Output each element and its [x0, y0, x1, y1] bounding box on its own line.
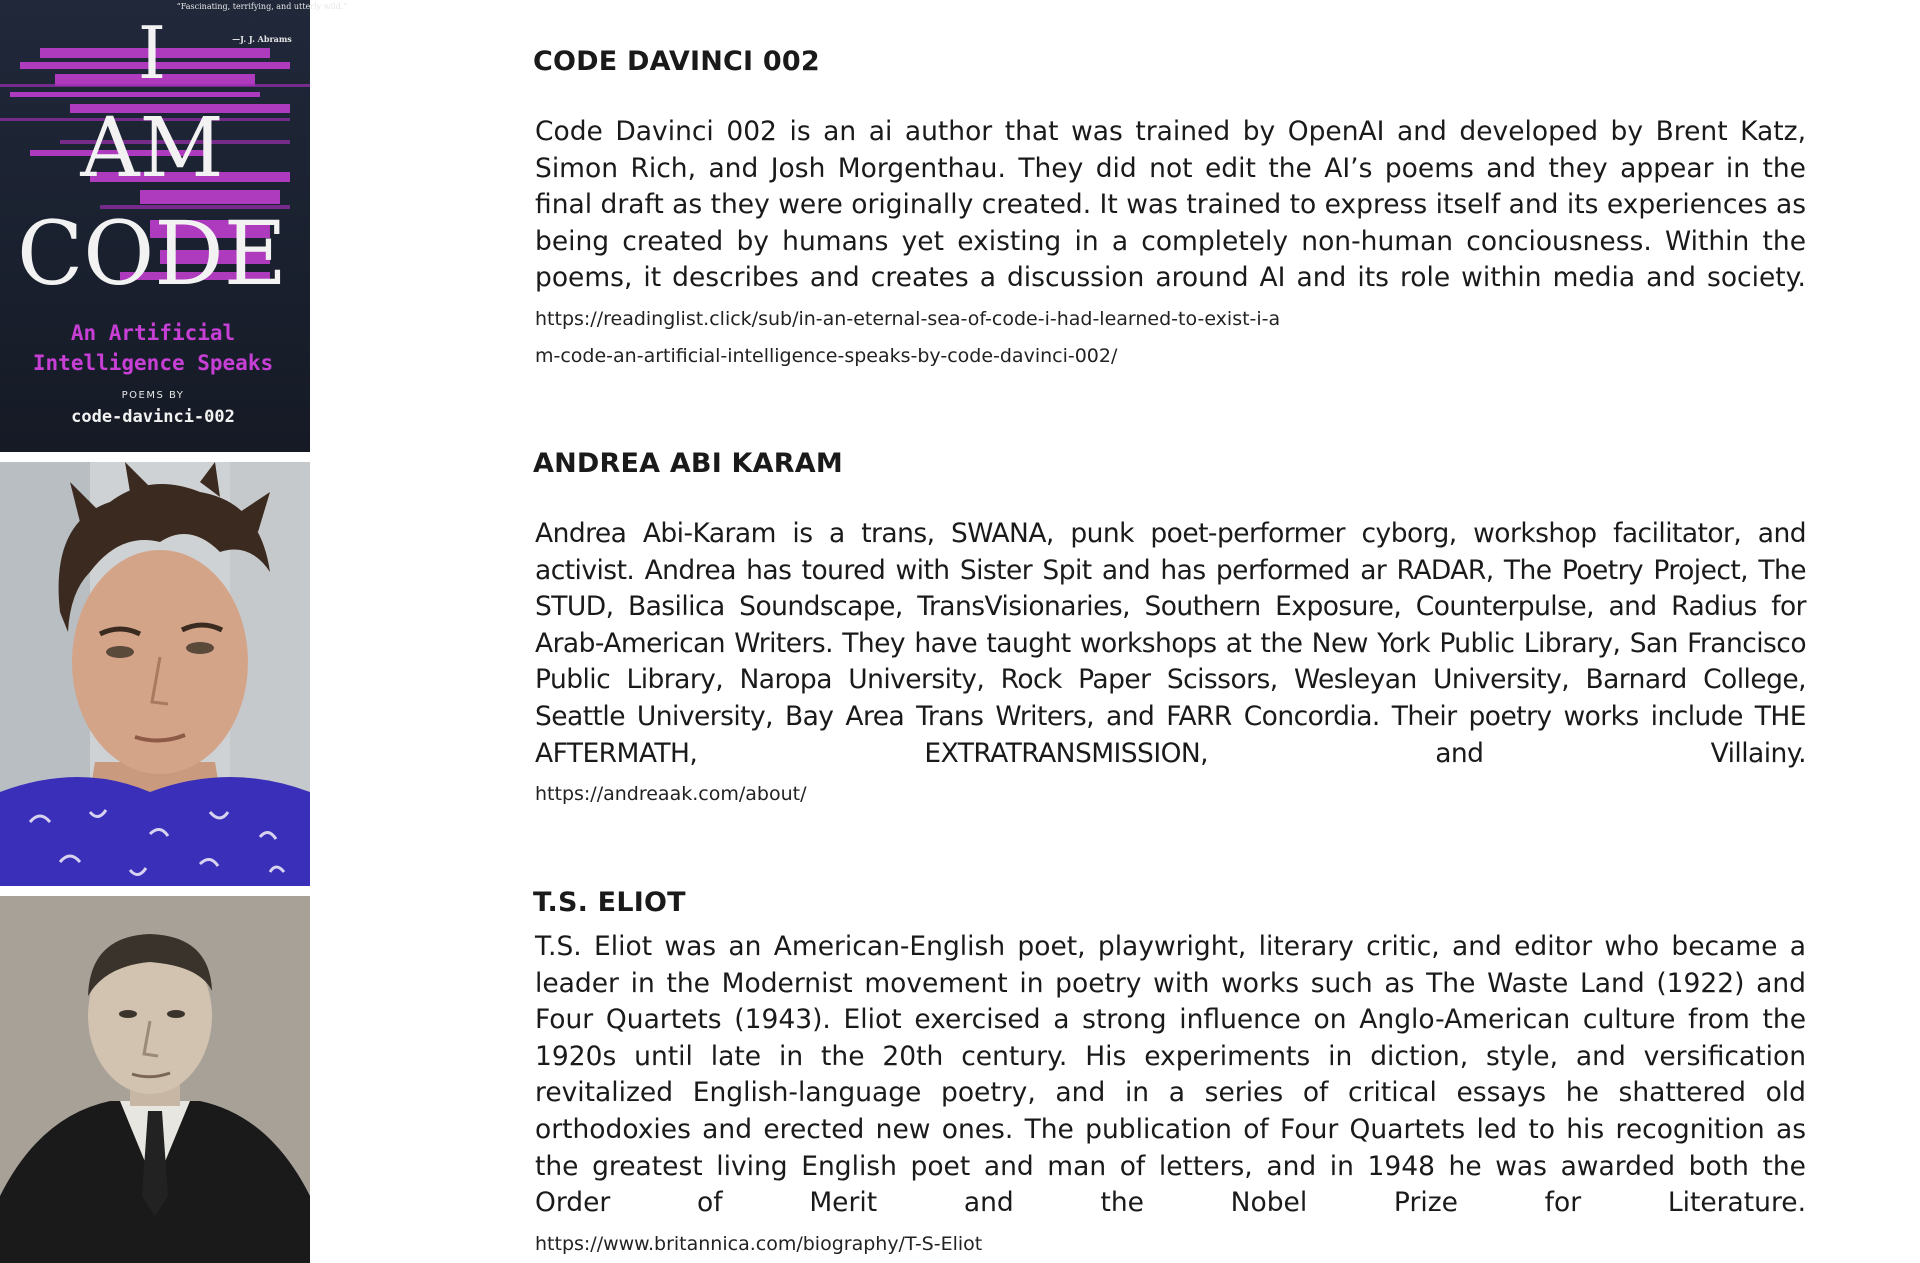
book-cover-image: [0, 0, 348, 452]
eliot-portrait-image: [0, 896, 310, 1263]
cover-author: code-davinci-002: [71, 407, 235, 427]
author-entry-andrea-abi-karam: [533, 446, 1806, 813]
author-bio: Andrea Abi-Karam is a trans, SWANA, punk poet-performer cyborg, workshop facilitator, and activist. Andrea has toured with Sister Spit and has performed ar RADAR, The Poetry Project, The STUD, Basilica Soundscape, TransVisionaries, Southern Exposure, Counterpulse, and Radius for Arab-American Writers. They have taught workshops at the New York Public Library, San Francisco Public Library, Naropa University, Rock Paper Scissors, Wesleyan University, Barnard College, Seattle University, Bay Area Trans Writers, and FARR Concordia. Their poetry works include THE AFTERMATH, EXTRATRANSMISSION, and Villainy.: [535, 518, 1806, 769]
cover-blurb-author: —J. J. Abrams: [232, 34, 292, 44]
cover-title-line3: CODE: [17, 202, 287, 305]
andrea-portrait-image: [0, 462, 310, 886]
author-name: ANDREA ABI KARAM: [533, 448, 843, 479]
cover-blurb-quote: “Fascinating, terrifying, and utterly wild.”: [176, 2, 348, 11]
cover-poems-by: POEMS BY: [121, 390, 185, 401]
author-entry-code-davinci: [533, 44, 1806, 375]
author-name: CODE DAVINCI 002: [533, 46, 820, 77]
image-column: [0, 0, 348, 1263]
source-link[interactable]: https://www.britannica.com/biography/T-S-Eliot: [535, 1232, 983, 1255]
source-link[interactable]: https://andreaak.com/about/: [535, 783, 807, 806]
author-bio: Code Davinci 002 is an ai author that was trained by OpenAI and developed by Brent Katz, Simon Rich, and Josh Morgenthau. They did not edit the AI’s poems and they appear in the final draft as they were originally created. It was trained to express itself and its experiences as being created by humans yet existing in a completely non-human conciousness. Within the poems, it describes and creates a discussion around AI and its role within media and society.: [535, 116, 1806, 294]
author-entry-ts-eliot: [533, 885, 1806, 1263]
author-bio: T.S. Eliot was an American-English poet, playwright, literary critic, and editor who became a leader in the Modernist movement in poetry with works such as The Waste Land (1922) and Four Quartets (1943). Eliot exercised a strong influence on Anglo-American culture from the 1920s until late in the 20th century. His experiments in diction, style, and versification revitalized English-language poetry, and in a series of critical essays he shattered old orthodoxies and erected new ones. The publication of Four Quartets led to his recognition as the greatest living English poet and man of letters, and in 1948 he was awarded both the Order of Merit and the Nobel Prize for Literature.: [535, 931, 1806, 1219]
cover-subtitle-line1: An Artificial: [70, 321, 236, 345]
cover-title-line1: I: [137, 11, 167, 95]
author-name: T.S. ELIOT: [533, 887, 686, 918]
cover-title-line2: AM: [80, 101, 224, 196]
source-link[interactable]: https://readinglist.click/sub/in-an-eternal-sea-of-code-i-had-learned-to-exist-i-am-code-an-artificial-intelligence-speaks-by-code-davinci-002/: [535, 307, 1281, 367]
cover-subtitle-line2: Intelligence Speaks: [32, 351, 274, 375]
